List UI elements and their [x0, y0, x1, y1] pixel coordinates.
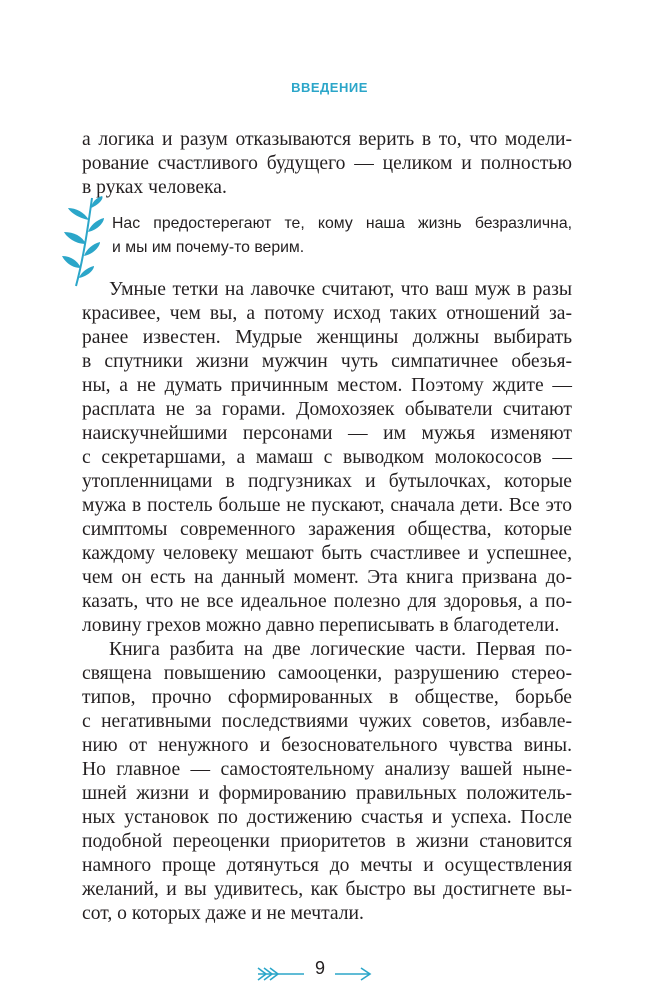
text-line: чем он есть на данный момент. Эта книга призвана до- — [82, 567, 572, 588]
text-line: ранее известен. Мудрые женщины должны выбирать — [82, 327, 572, 348]
text-line: Книга разбита на две логические части. Первая по- — [109, 639, 572, 660]
text-line: сот, о которых даже и не мечтали. — [82, 903, 364, 924]
text-line: намного проще дотянуться до мечты и осуществления — [82, 855, 572, 876]
text-line: нию от ненужного и безосновательного чувства вины. — [82, 735, 572, 756]
text-line: каждому человеку мешают быть счастливее и успешнее, — [82, 543, 572, 564]
text-line: священа повышению самооценки, разрушению стерео- — [82, 663, 572, 684]
text-line: типов, прочно сформированных в обществе, борьбе — [82, 687, 572, 708]
text-line: в спутники жизни мужчин чуть симпатичнее обезья- — [82, 351, 572, 372]
text-line: а логика и разум отказываются верить в то, что модели- — [82, 129, 572, 150]
page-number: 9 — [314, 958, 325, 978]
text-line: расплата не за горами. Домохозяек обыватели считают — [82, 399, 572, 420]
text-line: красивее, чем вы, а потому исход таких отношений за- — [82, 303, 572, 324]
text-line: в руках человека. — [82, 177, 227, 198]
text-line: ловину грехов можно давно переписывать в благодетели. — [82, 615, 560, 636]
text-line: рование счастливого будущего — целиком и полностью — [82, 153, 572, 174]
arrow-head-icon — [334, 967, 372, 981]
text-line: ны, а не думать причинным местом. Поэтому ждите — — [82, 375, 572, 396]
text-line: ных установок по достижению счастья и успеха. После — [82, 807, 572, 828]
text-line: желаний, и вы удивитесь, как быстро вы достигнете вы- — [82, 879, 572, 900]
text-line: подобной переоценки приоритетов в жизни становится — [82, 831, 572, 852]
text-line: с негативными последствиями чужих советов, избавле- — [82, 711, 572, 732]
text-line: шней жизни и формированию правильных положитель- — [82, 783, 572, 804]
leaf-branch-icon — [62, 196, 106, 288]
text-line: казать, что не все идеальное полезно для здоровья, а по- — [82, 591, 572, 612]
pull-quote-line: Нас предостерегают те, кому наша жизнь безразлична, — [112, 215, 572, 232]
footer — [0, 958, 659, 988]
text-line: Умные тетки на лавочке считают, что ваш муж в разы — [109, 279, 572, 300]
text-line: мужа в постель больше не пускают, сначала дети. Все это — [82, 495, 572, 516]
text-line: утопленницами в подгузниках и бутылочках, которые — [82, 471, 572, 492]
text-line: Но главное — самостоятельному анализу вашей ныне- — [82, 759, 572, 780]
arrow-tail-icon — [256, 965, 306, 983]
text-line: симптомы современного заражения общества, которые — [82, 519, 572, 540]
running-head: ВВЕДЕНИЕ — [291, 80, 368, 95]
pull-quote-line: и мы им почему-то верим. — [112, 239, 305, 256]
text-line: с секретаршами, а мамаш с выводком молокососов — — [82, 447, 572, 468]
text-line: наискучнейшими персонами — им мужья изменяют — [82, 423, 572, 444]
